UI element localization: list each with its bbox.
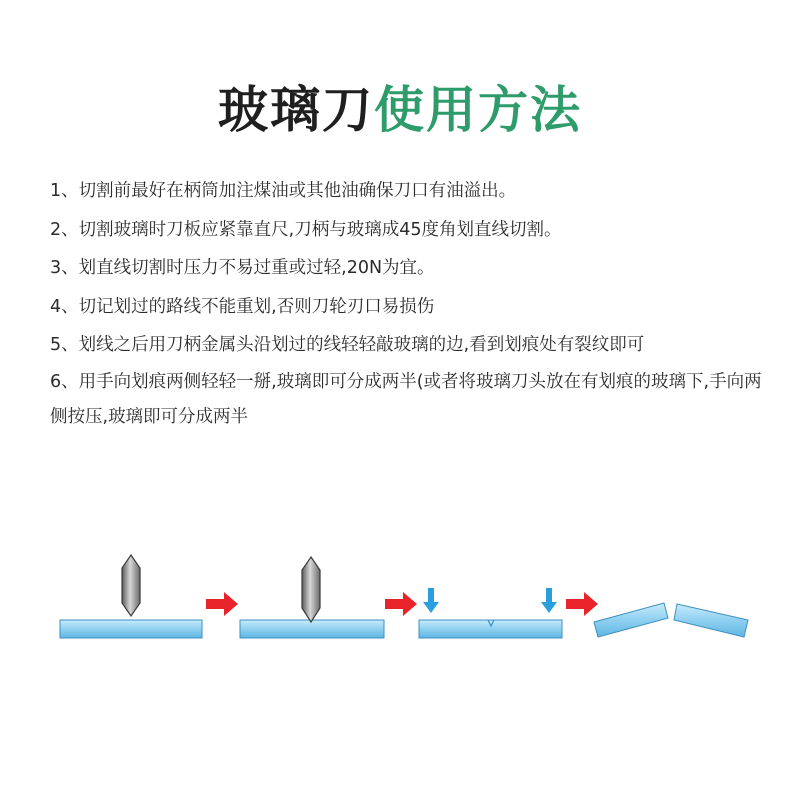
glass-pane [60,620,202,638]
glass-half-left [594,603,668,637]
title-part-2: 使用方法 [374,81,582,139]
glass-cutter-icon [122,555,140,616]
instruction-step-4: 4、切记划过的路线不能重划,否则刀轮刃口易损伤 [50,296,435,317]
press-down-arrow-icon [541,588,557,613]
stage-glass-broken [594,603,748,637]
glass-cutter-icon [302,557,320,622]
page-title [0,78,800,142]
instruction-step-2: 2、切割玻璃时刀板应紧靠直尺,刀柄与玻璃成45度角划直线切割。 [50,219,562,240]
next-step-arrow-icon [206,592,238,616]
cutting-process-diagram [0,540,800,660]
instruction-step-3: 3、划直线切割时压力不易过重或过轻,20N为宜。 [50,258,435,278]
instruction-step-5: 5、划线之后用刀柄金属头沿划过的线轻轻敲玻璃的边,看到划痕处有裂纹即可 [50,335,645,355]
glass-pane [419,620,562,638]
glass-pane [240,620,384,638]
next-step-arrow-icon [566,592,598,616]
title-part-1: 玻璃刀 [218,81,374,139]
stage-tap-press [419,588,562,638]
stage-cutter-touch [60,555,202,638]
instruction-list [50,172,770,435]
instruction-step-6: 6、用手向划痕两侧轻轻一掰,玻璃即可分成两半(或者将玻璃刀头放在有划痕的玻璃下,手向两侧按压,玻璃即可分成两半 [50,371,762,427]
stage-cutter-score [240,557,384,638]
next-step-arrow-icon [385,592,417,616]
instruction-step-1: 1、切割前最好在柄筒加注煤油或其他油确保刀口有油溢出。 [50,181,517,201]
press-down-arrow-icon [423,588,439,613]
glass-half-right [674,604,748,637]
